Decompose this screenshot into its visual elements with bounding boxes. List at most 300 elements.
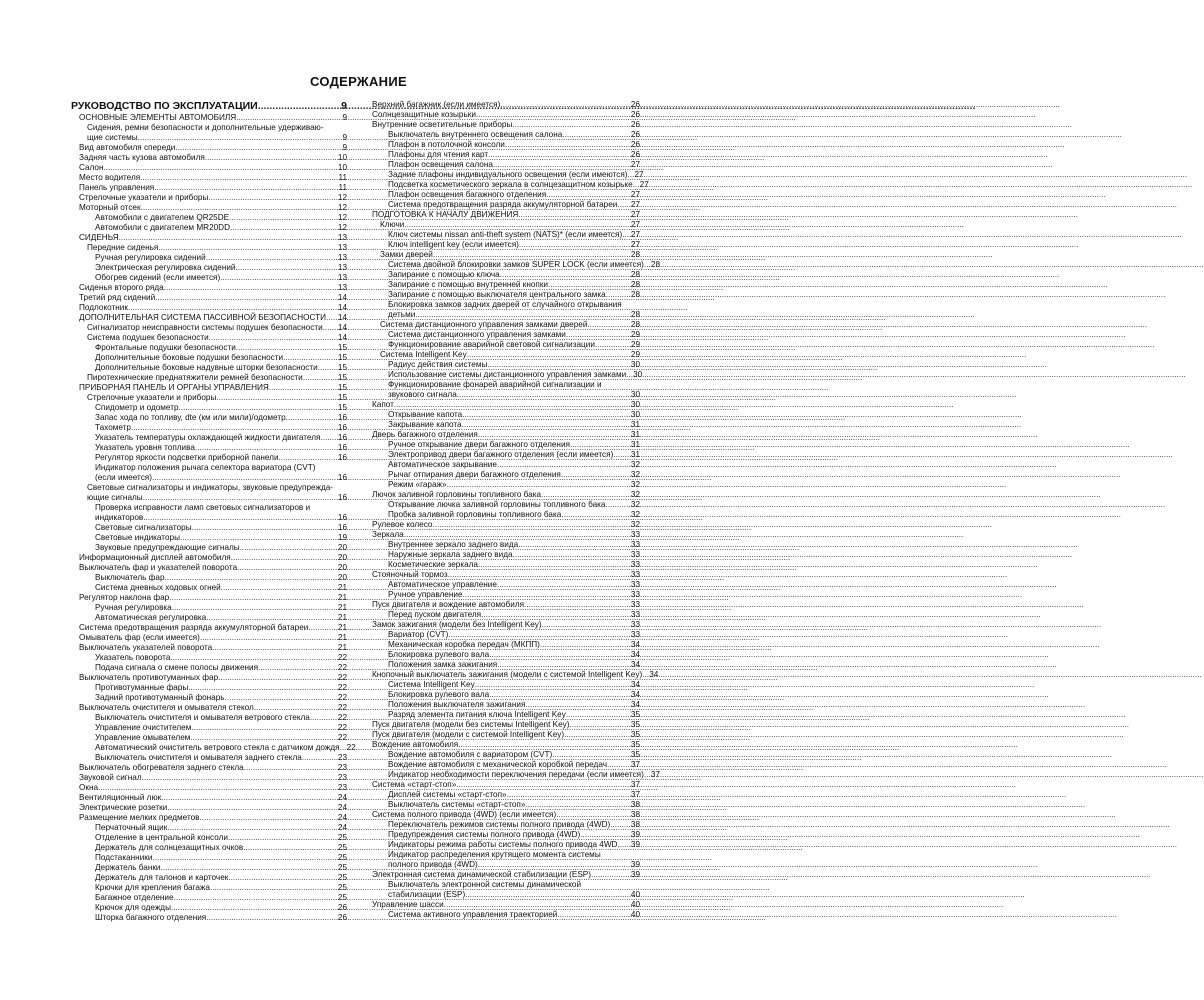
toc-page-number: 26	[630, 140, 640, 149]
toc-entry-title: Пуск двигателя и вождение автомобиля	[372, 600, 525, 609]
toc-entry-title: Запирание с помощью внутренней кнопки	[388, 280, 549, 289]
toc-entry-title: Проверка исправности ламп световых сигнализаторов и	[95, 503, 311, 512]
toc-entry-title: Индикаторы режима работы системы полного привода 4WD	[388, 840, 618, 849]
toc-entry-title: Система активного управления траекторией	[388, 910, 558, 919]
toc-page-number: 21	[337, 583, 347, 592]
toc-entry	[71, 543, 347, 553]
toc-entry	[364, 600, 640, 610]
toc-entry-title: Звуковой сигнал	[79, 773, 142, 782]
toc-entry	[364, 900, 640, 910]
toc-leader-dots	[175, 143, 341, 153]
toc-entry-title: Лючок заливной горловины топливного бака	[372, 490, 542, 499]
toc-leader-dots	[218, 673, 337, 683]
toc-leader-dots	[243, 843, 337, 853]
toc-entry	[364, 250, 640, 260]
toc-entry	[364, 400, 640, 410]
toc-entry	[364, 850, 640, 860]
toc-entry-title: Управление очистителем	[95, 723, 192, 732]
toc-leader-dots	[606, 290, 630, 300]
toc-page-number: 34	[630, 700, 640, 709]
toc-entry	[364, 270, 640, 280]
toc-entry	[71, 643, 347, 653]
toc-leader-dots	[244, 763, 337, 773]
toc-entry	[71, 233, 347, 243]
toc-page-number: 22	[337, 673, 347, 682]
toc-entry	[71, 663, 347, 673]
toc-entry-title: Дисплей системы «старт-стоп»	[388, 790, 507, 799]
toc-entry-title: стабилизации (ESP)	[388, 890, 466, 899]
toc-entry	[71, 253, 347, 263]
toc-page-number: 34	[630, 640, 640, 649]
toc-page-number: 28	[650, 260, 661, 269]
toc-entry	[364, 340, 640, 350]
toc-page-number: 34	[649, 670, 659, 679]
toc-entry-title: Косметические зеркала	[388, 560, 478, 569]
toc-entry-title: Дополнительные боковые подушки безопасности	[95, 353, 284, 362]
toc-leader-dots	[308, 623, 337, 633]
toc-entry	[364, 790, 640, 800]
toc-entry-title: Сидения, ремни безопасности и дополнительные удерживаю-	[87, 123, 324, 132]
toc-entry	[364, 360, 640, 370]
toc-entry-title: РУКОВОДСТВО ПО ЭКСПЛУАТАЦИИ	[71, 100, 258, 112]
toc-entry-title: Режим «гараж»	[388, 480, 447, 489]
toc-entry-title: Выключатель обогревателя заднего стекла	[79, 763, 244, 772]
toc-entry-title: Вождение автомобиля с механической коробкой передач	[388, 760, 607, 769]
toc-page-number: 20	[337, 563, 347, 572]
toc-leader-dots	[456, 780, 630, 790]
toc-entry	[71, 363, 347, 373]
toc-leader-dots	[433, 250, 630, 260]
toc-entry-title: Открывание капота	[388, 410, 463, 419]
toc-page-number: 25	[337, 843, 347, 852]
toc-entry-title: Индикатор положения рычага селектора вариатора (CVT)	[95, 463, 316, 472]
toc-entry-title: Противотуманные фары	[95, 683, 189, 692]
toc-page-number: 34	[630, 690, 640, 699]
toc-leader-dots	[497, 660, 630, 670]
toc-leader-dots	[230, 223, 337, 233]
toc-entry-title: Выключатель очистителя и омывателя заднего стекла	[95, 753, 302, 762]
toc-leader-dots	[513, 550, 630, 560]
toc-leader-dots	[564, 730, 630, 740]
toc-entry-title: индикаторов	[95, 513, 144, 522]
toc-entry-title: Регулятор яркости подсветки приборной панели	[95, 453, 279, 462]
toc-page-number: 22	[337, 653, 347, 662]
toc-leader-dots	[475, 680, 630, 690]
toc-entry-title: Багажное отделение	[95, 893, 174, 902]
toc-entry-title: Пиротехнические преднатяжители ремней безопасности	[87, 373, 303, 382]
toc-leader-dots	[542, 620, 630, 630]
toc-page-number: 23	[337, 763, 347, 772]
toc-entry	[71, 100, 347, 113]
toc-entry-title: Электронная система динамической стабилизации (ESP)	[372, 870, 591, 879]
toc-leader-dots	[258, 663, 337, 673]
toc-page-number: 26	[337, 913, 347, 922]
toc-entry	[71, 863, 347, 873]
toc-leader-dots	[587, 320, 629, 330]
toc-entry	[364, 760, 640, 770]
toc-leader-dots	[206, 253, 337, 263]
toc-entry-title: Передние сиденья	[87, 243, 159, 252]
toc-entry-title: Положения выключателя зажигания	[388, 700, 526, 709]
toc-page-number: 22	[337, 733, 347, 742]
toc-leader-dots	[561, 510, 630, 520]
toc-entry-title: Запас хода по топливу, dte (км или мили)/одометр	[95, 413, 286, 422]
toc-entry	[364, 320, 640, 330]
toc-page-number: 26	[630, 120, 640, 129]
toc-leader-dots	[525, 800, 629, 810]
toc-leader-dots	[404, 530, 630, 540]
toc-entry-title: Индикатор распределения крутящего момента системы	[388, 850, 601, 859]
toc-leader-dots	[141, 203, 337, 213]
toc-entry	[71, 213, 347, 223]
toc-entry-title: Окна	[79, 783, 99, 792]
toc-leader-dots	[465, 890, 630, 900]
toc-leader-dots	[188, 683, 337, 693]
toc-entry-title: СИДЕНЬЯ	[79, 233, 119, 242]
toc-page-number: 35	[630, 730, 640, 739]
toc-page-number: 16	[337, 513, 347, 522]
toc-entry-title: Система «старт-стоп»	[372, 780, 457, 789]
toc-page-number: 21	[337, 603, 347, 612]
toc-leader-dots	[566, 330, 630, 340]
toc-page-number: 13	[337, 263, 347, 272]
toc-entry-title: Выключатель очистителя и омывателя ветрового стекла	[95, 713, 310, 722]
toc-leader-dots	[493, 160, 630, 170]
toc-leader-dots	[415, 310, 630, 320]
toc-entry-title: Выключатель электронной системы динамической	[388, 880, 582, 889]
toc-entry-title: Световые сигнализаторы и индикаторы, звуковые предупреждa-	[87, 483, 334, 492]
toc-leader-dots	[462, 410, 630, 420]
toc-entry	[71, 263, 347, 273]
toc-entry	[364, 410, 640, 420]
toc-entry-title: Пуск двигателя (модели с системой Intelligent Key)	[372, 730, 565, 739]
toc-leader-dots	[302, 753, 337, 763]
toc-entry	[364, 310, 640, 320]
toc-entry	[71, 483, 347, 493]
toc-page-number: 16	[337, 413, 347, 422]
toc-leader-dots	[236, 343, 337, 353]
toc-page-number: 33	[630, 580, 640, 589]
toc-entry	[364, 680, 640, 690]
toc-page-number: 19	[337, 533, 347, 542]
toc-entry-title: Плафон освещения багажного отделения	[388, 190, 547, 199]
toc-page-number: 24	[337, 793, 347, 802]
toc-entry	[71, 303, 347, 313]
toc-leader-dots	[488, 150, 630, 160]
toc-entry-title: Третий ряд сидений	[79, 293, 156, 302]
toc-page-number: 27	[630, 200, 640, 209]
toc-entry	[71, 633, 347, 643]
toc-page-number: 22	[337, 683, 347, 692]
toc-page-number: 12	[337, 193, 347, 202]
toc-entry	[71, 273, 347, 283]
toc-page-number: 14	[337, 303, 347, 312]
toc-entry-title: Система дневных ходовых огней	[95, 583, 221, 592]
toc-page-number: 33	[630, 590, 640, 599]
toc-leader-dots	[326, 313, 337, 323]
toc-page-number: 21	[337, 633, 347, 642]
toc-entry-title: Вариатор (CVT)	[388, 630, 449, 639]
toc-entry-title: Солнцезащитные козырьки	[372, 110, 476, 119]
toc-page-number: 35	[630, 740, 640, 749]
toc-entry	[364, 450, 640, 460]
toc-page-number: 28	[630, 270, 640, 279]
toc-page-number: 27	[630, 160, 640, 169]
toc-entry-title: Указатель уровня топлива	[95, 443, 195, 452]
toc-leader-dots	[98, 783, 337, 793]
toc-entry-title: Плафоны для чтения карт	[388, 150, 489, 159]
toc-leader-dots	[487, 360, 630, 370]
toc-page-number: 31	[630, 420, 640, 429]
toc-leader-dots	[152, 473, 337, 483]
toc-entry	[71, 733, 347, 743]
toc-leader-dots	[138, 133, 342, 143]
toc-entry	[71, 803, 347, 813]
toc-entry-title: Использование системы дистанционного управления замками	[388, 370, 627, 379]
toc-entry-title: Выключатель фар	[95, 573, 165, 582]
toc-leader-dots	[318, 363, 337, 373]
toc-page-number: 39	[630, 830, 640, 839]
toc-entry-title: Задний противотуманный фонарь	[95, 693, 225, 702]
toc-entry-title: ДОПОЛНИТЕЛЬНАЯ СИСТЕМА ПАССИВНОЙ БЕЗОПАСНОСТИ	[79, 313, 327, 322]
toc-entry	[71, 833, 347, 843]
toc-leader-dots	[161, 793, 337, 803]
toc-page-number: 38	[630, 810, 640, 819]
toc-entry-title: Функционирование аварийной световой сигнализации	[388, 340, 595, 349]
toc-entry	[364, 630, 640, 640]
toc-entry	[364, 610, 640, 620]
toc-entry-title: Система полного привода (4WD) (если имеется)	[372, 810, 557, 819]
toc-leader-dots	[605, 500, 629, 510]
toc-page-number: 32	[630, 470, 640, 479]
toc-entry	[364, 660, 640, 670]
page-title: СОДЕРЖАНИЕ	[310, 74, 407, 89]
toc-entry	[71, 553, 347, 563]
toc-entry-title: Подсветка косметического зеркала в солнцезащитном козырьке	[388, 180, 633, 189]
toc-page-number: 16	[337, 493, 347, 502]
toc-leader-dots	[448, 570, 630, 580]
toc-leader-dots	[497, 580, 630, 590]
toc-leader-dots	[143, 493, 337, 503]
toc-entry-title: Система двойной блокировки замков SUPER LOCK (если имеется)	[388, 260, 644, 269]
toc-leader-dots	[518, 210, 630, 220]
toc-entry-title: Индикатор необходимости переключения передачи (если имеется)	[388, 770, 644, 779]
toc-leader-dots	[216, 393, 337, 403]
toc-leader-dots	[478, 560, 630, 570]
toc-entry	[71, 563, 347, 573]
toc-entry-title: Плафон освещения салона	[388, 160, 493, 169]
toc-leader-dots	[320, 433, 336, 443]
toc-entry-title: Указатель поворота	[95, 653, 171, 662]
toc-page-number: 13	[337, 273, 347, 282]
toc-entry-title: Ручная регулировка сидений	[95, 253, 206, 262]
toc-entry	[71, 203, 347, 213]
toc-page-number: 21	[337, 593, 347, 602]
toc-entry-title: щие системы	[87, 133, 138, 142]
toc-entry-title: Задняя часть кузова автомобиля	[79, 153, 205, 162]
toc-page-number: 9	[341, 100, 347, 112]
toc-entry	[71, 193, 347, 203]
toc-leader-dots	[556, 810, 630, 820]
toc-entry-title: детьми	[388, 310, 416, 319]
toc-entry	[364, 470, 640, 480]
toc-entry	[364, 420, 640, 430]
toc-leader-dots	[206, 613, 337, 623]
toc-entry	[71, 623, 347, 633]
toc-page-number: 25	[337, 893, 347, 902]
toc-entry	[364, 240, 640, 250]
toc-page-number: 33	[630, 560, 640, 569]
toc-entry	[364, 750, 640, 760]
toc-page-number: 34	[630, 680, 640, 689]
toc-page-number: 27	[634, 170, 644, 179]
toc-leader-dots	[448, 630, 630, 640]
toc-page-number: 30	[630, 390, 640, 399]
toc-entry	[364, 520, 640, 530]
toc-page-number: 27	[630, 190, 640, 199]
toc-entry-title: Электрические розетки	[79, 803, 168, 812]
toc-entry-title: Радиус действия системы	[388, 360, 488, 369]
toc-entry	[71, 343, 347, 353]
toc-entry	[364, 460, 640, 470]
toc-leader-dots	[172, 603, 337, 613]
toc-entry	[71, 463, 347, 473]
toc-page-number: 12	[337, 213, 347, 222]
toc-page-number: 40	[630, 890, 640, 899]
toc-leader-dots	[562, 130, 630, 140]
toc-entry-title: Плафон в потолочной консоли	[388, 140, 505, 149]
toc-leader-dots	[143, 513, 337, 523]
toc-entry	[71, 653, 347, 663]
toc-entry	[71, 333, 347, 343]
toc-leader-dots	[489, 650, 630, 660]
toc-page-number: 25	[337, 833, 347, 842]
toc-leader-dots	[154, 183, 337, 193]
toc-entry	[364, 300, 640, 310]
toc-entry-title: Пуск двигателя (модели без системы Intelligent Key)	[372, 720, 570, 729]
toc-leader-dots	[169, 593, 337, 603]
toc-entry	[71, 133, 347, 143]
toc-leader-dots	[195, 443, 337, 453]
toc-entry-title: Система дистанционного управления замками	[388, 330, 566, 339]
toc-entry-title: Предупреждения системы полного привода (4WD)	[388, 830, 581, 839]
toc-page-number: 22	[337, 723, 347, 732]
toc-page-number: 11	[338, 173, 347, 182]
toc-page-number: 13	[337, 253, 347, 262]
toc-leader-dots	[323, 323, 337, 333]
toc-entry-title: Световые индикаторы	[95, 533, 180, 542]
toc-entry	[364, 550, 640, 560]
toc-entry	[71, 703, 347, 713]
toc-leader-dots	[220, 273, 337, 283]
toc-page-number: 16	[337, 523, 347, 532]
toc-page-number: 16	[337, 423, 347, 432]
toc-page-number: 29	[630, 350, 640, 359]
toc-page-number: 29	[630, 330, 640, 339]
toc-page-number: 37	[630, 790, 640, 799]
toc-entry-title: Управление шасси	[372, 900, 444, 909]
toc-entry	[364, 170, 644, 180]
toc-entry	[71, 493, 347, 503]
toc-entry	[364, 230, 640, 240]
toc-page-number: 15	[337, 343, 347, 352]
toc-leader-dots	[206, 913, 337, 923]
toc-page-number: 37	[630, 760, 640, 769]
toc-entry-title: Выключатель указателей поворота	[79, 643, 213, 652]
toc-entry	[71, 443, 347, 453]
toc-entry-title: Положения замка зажигания	[388, 660, 498, 669]
toc-entry-title: Подлокотник	[79, 303, 128, 312]
toc-leader-dots	[394, 400, 630, 410]
toc-page-number: 20	[337, 543, 347, 552]
toc-entry-title: Салон	[79, 163, 104, 172]
toc-entry-title: Звуковые предупреждающие сигналы	[95, 543, 240, 552]
toc-leader-dots	[591, 870, 630, 880]
toc-entry	[71, 913, 347, 923]
toc-entry-title: Управление омывателем	[95, 733, 191, 742]
toc-entry	[71, 723, 347, 733]
toc-entry-title: Обогрев сидений (если имеется)	[95, 273, 221, 282]
toc-entry-title: Выключатель фар и указателей поворота	[79, 563, 238, 572]
toc-leader-dots	[617, 840, 629, 850]
toc-column-right	[364, 100, 661, 920]
toc-entry	[364, 570, 640, 580]
toc-entry-title: Перед пуском двигателя	[388, 610, 482, 619]
toc-page-number: 13	[337, 243, 347, 252]
toc-entry-title: Система подушек безопасности	[87, 333, 209, 342]
toc-entry-title: Закрывание капота	[388, 420, 462, 429]
toc-page-number: 28	[630, 290, 640, 299]
toc-entry	[71, 323, 347, 333]
toc-page-number: 9	[342, 143, 347, 152]
toc-entry	[364, 280, 640, 290]
toc-entry	[71, 763, 347, 773]
toc-page-number: 26	[630, 100, 640, 109]
toc-entry-title: Подача сигнала о смене полосы движения	[95, 663, 259, 672]
toc-entry	[71, 113, 347, 123]
toc-entry-title: Дополнительные боковые надувные шторки безопасности	[95, 363, 318, 372]
toc-page-number: 26	[337, 903, 347, 912]
toc-entry	[71, 393, 347, 403]
toc-page-number: 22	[337, 703, 347, 712]
toc-page-number: 23	[337, 753, 347, 762]
toc-entry-title: Размещение мелких предметов	[79, 813, 200, 822]
toc-entry-title: Вождение автомобиля	[372, 740, 459, 749]
toc-entry-title: Световые сигнализаторы	[95, 523, 192, 532]
toc-entry	[71, 713, 347, 723]
toc-leader-dots	[167, 803, 337, 813]
toc-page-number: 30	[630, 410, 640, 419]
toc-leader-dots	[200, 813, 337, 823]
toc-entry-title: Панель управления	[79, 183, 155, 192]
toc-entry-title: Тахометр	[95, 423, 131, 432]
toc-entry	[364, 590, 640, 600]
toc-entry	[71, 163, 347, 173]
toc-leader-dots	[119, 233, 337, 243]
toc-entry	[364, 220, 640, 230]
toc-leader-dots	[613, 450, 630, 460]
toc-entry-title: Автоматическое закрывание	[388, 460, 497, 469]
toc-page-number: 10	[337, 153, 347, 162]
toc-entry	[364, 510, 640, 520]
toc-entry-title: Внутренние осветительные приборы	[372, 120, 513, 129]
toc-entry-title: Открывание лючка заливной горловины топливного бака	[388, 500, 606, 509]
toc-entry	[71, 683, 347, 693]
toc-entry	[364, 810, 640, 820]
toc-entry-title: Крючок для одежды	[95, 903, 171, 912]
toc-entry	[364, 110, 640, 120]
toc-entry-title: Ручная регулировка	[95, 603, 172, 612]
